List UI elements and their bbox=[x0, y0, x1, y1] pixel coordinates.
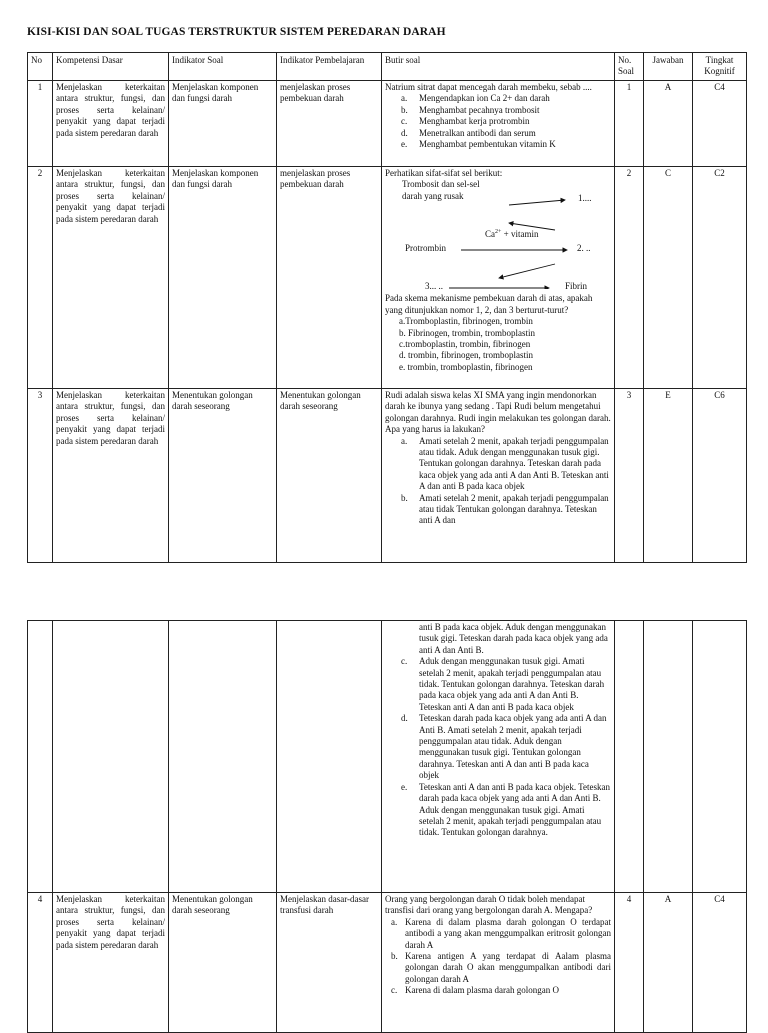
arrow-to-3 bbox=[499, 264, 555, 278]
option-list bbox=[385, 93, 611, 150]
option-list bbox=[385, 622, 611, 839]
header-no: No bbox=[28, 53, 53, 81]
kompetensi-dasar-cell: Menjelaskan keterkaitan antara struktur, fungsi, dan proses serta kelainan/ penyakit yang dapat terjadi pada sistem peredaran darah bbox=[53, 893, 169, 1033]
jawaban-cell: A bbox=[644, 81, 693, 167]
schema-input-3: 3... .. bbox=[425, 281, 443, 292]
jawaban-cell: C bbox=[644, 167, 693, 389]
option-item: a.Tromboplastin, fibrinogen, trombin bbox=[399, 316, 533, 327]
schema-label-darah-rusak: darah yang rusak bbox=[402, 191, 464, 202]
question-text: Rudi adalah siswa kelas XI SMA yang ingin mendonorkan darah ke ibunya yang sedang . Tapi Rudi belum mengetahui golongan darahnya. Rudi ingin melakukan tes golongan darah. Apa yang harus ia lakukan? bbox=[385, 390, 611, 435]
butir-soal-cell bbox=[382, 167, 615, 389]
butir-soal-cell bbox=[382, 893, 615, 1033]
header-indikator-pembelajaran: Indikator Pembelajaran bbox=[277, 53, 382, 81]
indikator-soal-cell: Menjelaskan komponen dan fungsi darah bbox=[169, 167, 277, 389]
option-item: a. Amati setelah 2 menit, apakah terjadi penggumpalan atau tidak. Aduk dengan menggunakan tusuk gigi. Tentukan golongan darahnya. Teteskan darah pada kaca objek yang ada anti A dan Anti B. Teteskan anti A dan anti B pada kaca objek bbox=[401, 435, 609, 492]
row-number: 4 bbox=[28, 893, 53, 1033]
option-item: e. Menghambat pembentukan vitamin K bbox=[401, 139, 556, 150]
option-item: a. Mengendapkan ion Ca 2+ dan darah bbox=[401, 93, 550, 104]
kognitif-cell: C4 bbox=[693, 893, 747, 1033]
option-item-continued: anti B pada kaca objek. Aduk dengan menggunakan tusuk gigi. Teteskan darah pada kaca objek yang ada anti A dan Anti B. bbox=[419, 622, 608, 655]
table-row bbox=[28, 389, 747, 563]
row-number: 2 bbox=[28, 167, 53, 389]
option-item: b. Menghambat pecahnya trombosit bbox=[401, 104, 540, 115]
row-number: 1 bbox=[28, 81, 53, 167]
schema-output-1: 1.... bbox=[578, 193, 592, 204]
option-item: c. Menghambat kerja protrombin bbox=[401, 116, 530, 127]
row-number: 3 bbox=[28, 389, 53, 563]
kisi-kisi-table-continued bbox=[27, 620, 747, 1033]
indikator-soal-cell: Menjelaskan komponen dan fungsi darah bbox=[169, 81, 277, 167]
kompetensi-dasar-cell: Menjelaskan keterkaitan antara struktur, fungsi, dan proses serta kelainan/ penyakit yang dapat terjadi pada sistem peredaran darah bbox=[53, 167, 169, 389]
indikator-soal-cell: Menentukan golongan darah seseorang bbox=[169, 389, 277, 563]
kompetensi-dasar-cell: Menjelaskan keterkaitan antara struktur, fungsi, dan proses serta kelainan/ penyakit yang dapat terjadi pada sistem peredaran darah bbox=[53, 81, 169, 167]
kognitif-cell: C4 bbox=[693, 81, 747, 167]
option-list bbox=[385, 436, 611, 527]
question-text: Perhatikan sifat-sifat sel berikut: bbox=[385, 168, 503, 178]
schema-label-fibrin: Fibrin bbox=[565, 281, 588, 292]
header-row bbox=[28, 53, 747, 81]
option-list bbox=[385, 917, 611, 997]
header-tingkat-kognitif: Tingkat Kognitif bbox=[693, 53, 747, 81]
option-item: e. trombin, tromboplastin, fibrinogen bbox=[399, 361, 533, 372]
header-no-soal: No. Soal bbox=[615, 53, 644, 81]
question-text: Natrium sitrat dapat mencegah darah membeku, sebab .... bbox=[385, 82, 592, 92]
clotting-schema-diagram bbox=[385, 179, 611, 292]
table-row bbox=[28, 167, 747, 389]
kompetensi-dasar-cell: Menjelaskan keterkaitan antara struktur, fungsi, dan proses serta kelainan/ penyakit yang dapat terjadi pada sistem peredaran darah bbox=[53, 389, 169, 563]
indikator-pembelajaran-cell: menjelaskan proses pembekuan darah bbox=[277, 81, 382, 167]
question-text: Orang yang bergolongan darah O tidak boleh mendapat transfisi dari orang yang bergolongan darah A. Mengapa? bbox=[385, 894, 593, 916]
header-indikator-soal: Indikator Soal bbox=[169, 53, 277, 81]
butir-soal-cell bbox=[382, 621, 615, 893]
no-soal-cell: 2 bbox=[615, 167, 644, 389]
table-row-continued bbox=[28, 621, 747, 893]
indikator-pembelajaran-cell: Menentukan golongan darah seseorang bbox=[277, 389, 382, 563]
indikator-pembelajaran-cell: Menjelaskan dasar-dasar transfusi darah bbox=[277, 893, 382, 1033]
option-item: b. Amati setelah 2 menit, apakah terjadi penggumpalan atau tidak Tentukan golongan darahnya. Teteskan anti A dan bbox=[401, 492, 609, 526]
header-kompetensi-dasar: Kompetensi Dasar bbox=[53, 53, 169, 81]
option-item: d. trombin, fibrinogen, tromboplastin bbox=[399, 350, 533, 361]
table-row bbox=[28, 81, 747, 167]
arrow-to-1 bbox=[509, 200, 565, 205]
kisi-kisi-table bbox=[27, 52, 747, 563]
no-soal-cell: 3 bbox=[615, 389, 644, 563]
document-title: KISI-KISI DAN SOAL TUGAS TERSTRUKTUR SISTEM PEREDARAN DARAH bbox=[27, 26, 446, 38]
schema-label-ca: $Ca^{2+}$ + vitamin bbox=[485, 229, 539, 240]
schema-label-protrombin: Protrombin bbox=[405, 243, 447, 254]
header-butir-soal: Butir soal bbox=[382, 53, 615, 81]
option-item: d. Menetralkan antibodi dan serum bbox=[401, 127, 536, 138]
option-item: e. Teteskan anti A dan anti B pada kaca objek. Teteskan darah pada kaca objek yang ada anti A dan Anti B. Aduk dengan menggunakan tusuk gigi. Amati setelah 2 menit, apakah terjadi penggumpalan atau tidak. Tentukan golongan darahnya. bbox=[401, 781, 611, 838]
schema-label-trombosit: Trombosit dan sel-sel bbox=[402, 179, 480, 190]
schema-output-2: 2. .. bbox=[577, 243, 591, 254]
no-soal-cell: 1 bbox=[615, 81, 644, 167]
kognitif-cell: C2 bbox=[693, 167, 747, 389]
kognitif-cell: C6 bbox=[693, 389, 747, 563]
question-text: Pada skema mekanisme pembekuan darah di atas, apakah yang ditunjukkan nomor 1, 2, dan 3 berturut-turut? bbox=[385, 293, 593, 315]
butir-soal-cell bbox=[382, 389, 615, 563]
butir-soal-cell bbox=[382, 81, 615, 167]
header-jawaban: Jawaban bbox=[644, 53, 693, 81]
option-list bbox=[385, 316, 611, 373]
option-item: d. Teteskan darah pada kaca objek yang ada anti A dan Anti B. Amati setelah 2 menit, apakah terjadi penggumpalan atau tidak. Aduk dengan menggunakan tusuk gigi. Tentukan golongan darahnya. Teteskan anti A dan anti B pada kaca objek bbox=[401, 713, 607, 781]
option-item: c. Aduk dengan menggunakan tusuk gigi. Amati setelah 2 menit, apakah terjadi penggumpalan atau tidak. Tentukan golongan darahnya. Teteskan darah pada kaca objek yang ada anti A dan Anti B. Teteskan anti A dan anti B pada kaca objek bbox=[401, 656, 605, 712]
jawaban-cell: E bbox=[644, 389, 693, 563]
no-soal-cell: 4 bbox=[615, 893, 644, 1033]
option-item: c. Karena di dalam plasma darah golongan O bbox=[391, 985, 559, 996]
indikator-soal-cell: Menentukan golongan darah seseorang bbox=[169, 893, 277, 1033]
table-row bbox=[28, 893, 747, 1033]
option-item: a. Karena di dalam plasma darah golongan O terdapat antibodi a yang akan menggumpalkan eritrosit golongan darah A bbox=[391, 916, 611, 950]
jawaban-cell: A bbox=[644, 893, 693, 1033]
option-item: b. Fibrinogen, trombin, tromboplastin bbox=[399, 327, 535, 338]
option-item: b. Karena antigen A yang terdapat di Aalam plasma golongan darah O akan menggumpalkan antibodi dari golongan darah A bbox=[391, 951, 611, 984]
indikator-pembelajaran-cell: menjelaskan proses pembekuan darah bbox=[277, 167, 382, 389]
option-item: c.tromboplastin, trombin, fibrinogen bbox=[399, 339, 531, 350]
